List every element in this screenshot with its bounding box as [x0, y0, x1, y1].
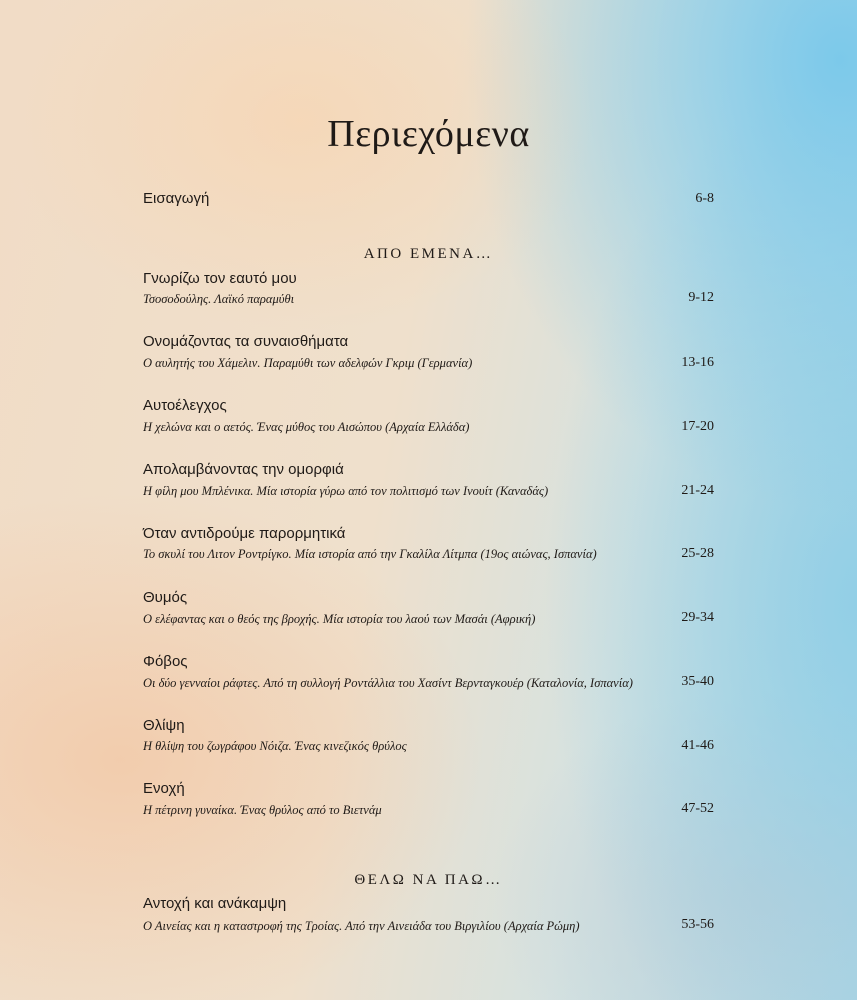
page-title: Περιεχόμενα: [327, 113, 530, 155]
toc-heading: Απολαμβάνοντας την ομορφιά: [143, 461, 344, 478]
toc-subtitle: [143, 919, 683, 934]
toc-heading: Αντοχή και ανάκαμψη: [143, 895, 287, 912]
toc-subtitle-work-title: Ροντάλλια: [343, 676, 395, 690]
toc-pages: 13-16: [681, 355, 714, 370]
toc-subtitle: Η θλίψη του ζωγράφου Νόιζα. Ένας κινεζικός θρύλος: [143, 739, 407, 753]
toc-subtitle: Τσοσοδούλης. Λαϊκό παραμύθι: [143, 292, 295, 306]
toc-heading: Γνωρίζω τον εαυτό μου: [143, 270, 297, 287]
toc-pages: 25-28: [681, 546, 714, 561]
toc-heading: Όταν αντιδρούμε παρορμητικά: [143, 525, 346, 542]
toc-subtitle-text: του Βιργιλίου (Αρχαία Ρώμη): [431, 919, 580, 933]
toc-subtitle: [143, 676, 663, 691]
toc-subtitle: Η πέτρινη γυναίκα. Ένας θρύλος από το Βιετνάμ: [143, 803, 382, 817]
toc-pages: 17-20: [681, 419, 714, 434]
intro-heading: Εισαγωγή: [143, 190, 210, 207]
toc-pages: 47-52: [681, 801, 714, 816]
section-title-apo-emena: ΑΠΟ ΕΜΕΝΑ…: [363, 246, 494, 262]
toc-subtitle: Το σκυλί του Λιτον Ροντρίγκο. Μία ιστορία από την Γκαλίλα Λίτμπα (19ος αιώνας, Ισπανία): [143, 547, 597, 561]
toc-heading: Ενοχή: [143, 780, 185, 797]
toc-heading: Θλίψη: [143, 717, 185, 734]
toc-subtitle-text: Ο Αινείας και η καταστροφή της Τροίας. Από την: [143, 919, 388, 933]
toc-subtitle: Ο αυλητής του Χάμελιν. Παραμύθι των αδελφών Γκριμ (Γερμανία): [143, 356, 473, 370]
toc-heading: Θυμός: [143, 589, 188, 606]
toc-subtitle: Η φίλη μου Μπλένικα. Μία ιστορία γύρω από τον πολιτισμό των Ινουίτ (Καναδάς): [143, 484, 549, 498]
toc-pages: 41-46: [681, 738, 714, 753]
toc-heading: Ονομάζοντας τα συναισθήματα: [143, 333, 349, 350]
toc-subtitle: Η χελώνα και ο αετός. Ένας μύθος του Αισώπου (Αρχαία Ελλάδα): [143, 420, 470, 434]
toc-subtitle-text: Οι δύο γενναίοι ράφτες. Από τη συλλογή: [143, 676, 344, 690]
toc-subtitle-text: του Χασίντ Βερνταγκουέρ (Καταλονία, Ισπανία): [395, 676, 633, 690]
toc-subtitle-work-title: Αινειάδα: [387, 919, 432, 933]
toc-heading: Αυτοέλεγχος: [143, 397, 227, 414]
toc-subtitle: Ο ελέφαντας και ο θεός της βροχής. Μία ιστορία του λαού των Μασάι (Αφρική): [143, 612, 536, 626]
intro-pages: 6-8: [695, 191, 714, 206]
toc-pages: 9-12: [688, 290, 714, 305]
toc-heading: Φόβος: [143, 653, 188, 670]
toc-pages: 29-34: [681, 610, 714, 625]
toc-pages: 21-24: [681, 483, 714, 498]
toc-pages: 53-56: [681, 917, 714, 932]
section-title-thelo-na-pao: ΘΕΛΩ ΝΑ ΠΑΩ…: [354, 872, 503, 888]
toc-pages: 35-40: [681, 674, 714, 689]
